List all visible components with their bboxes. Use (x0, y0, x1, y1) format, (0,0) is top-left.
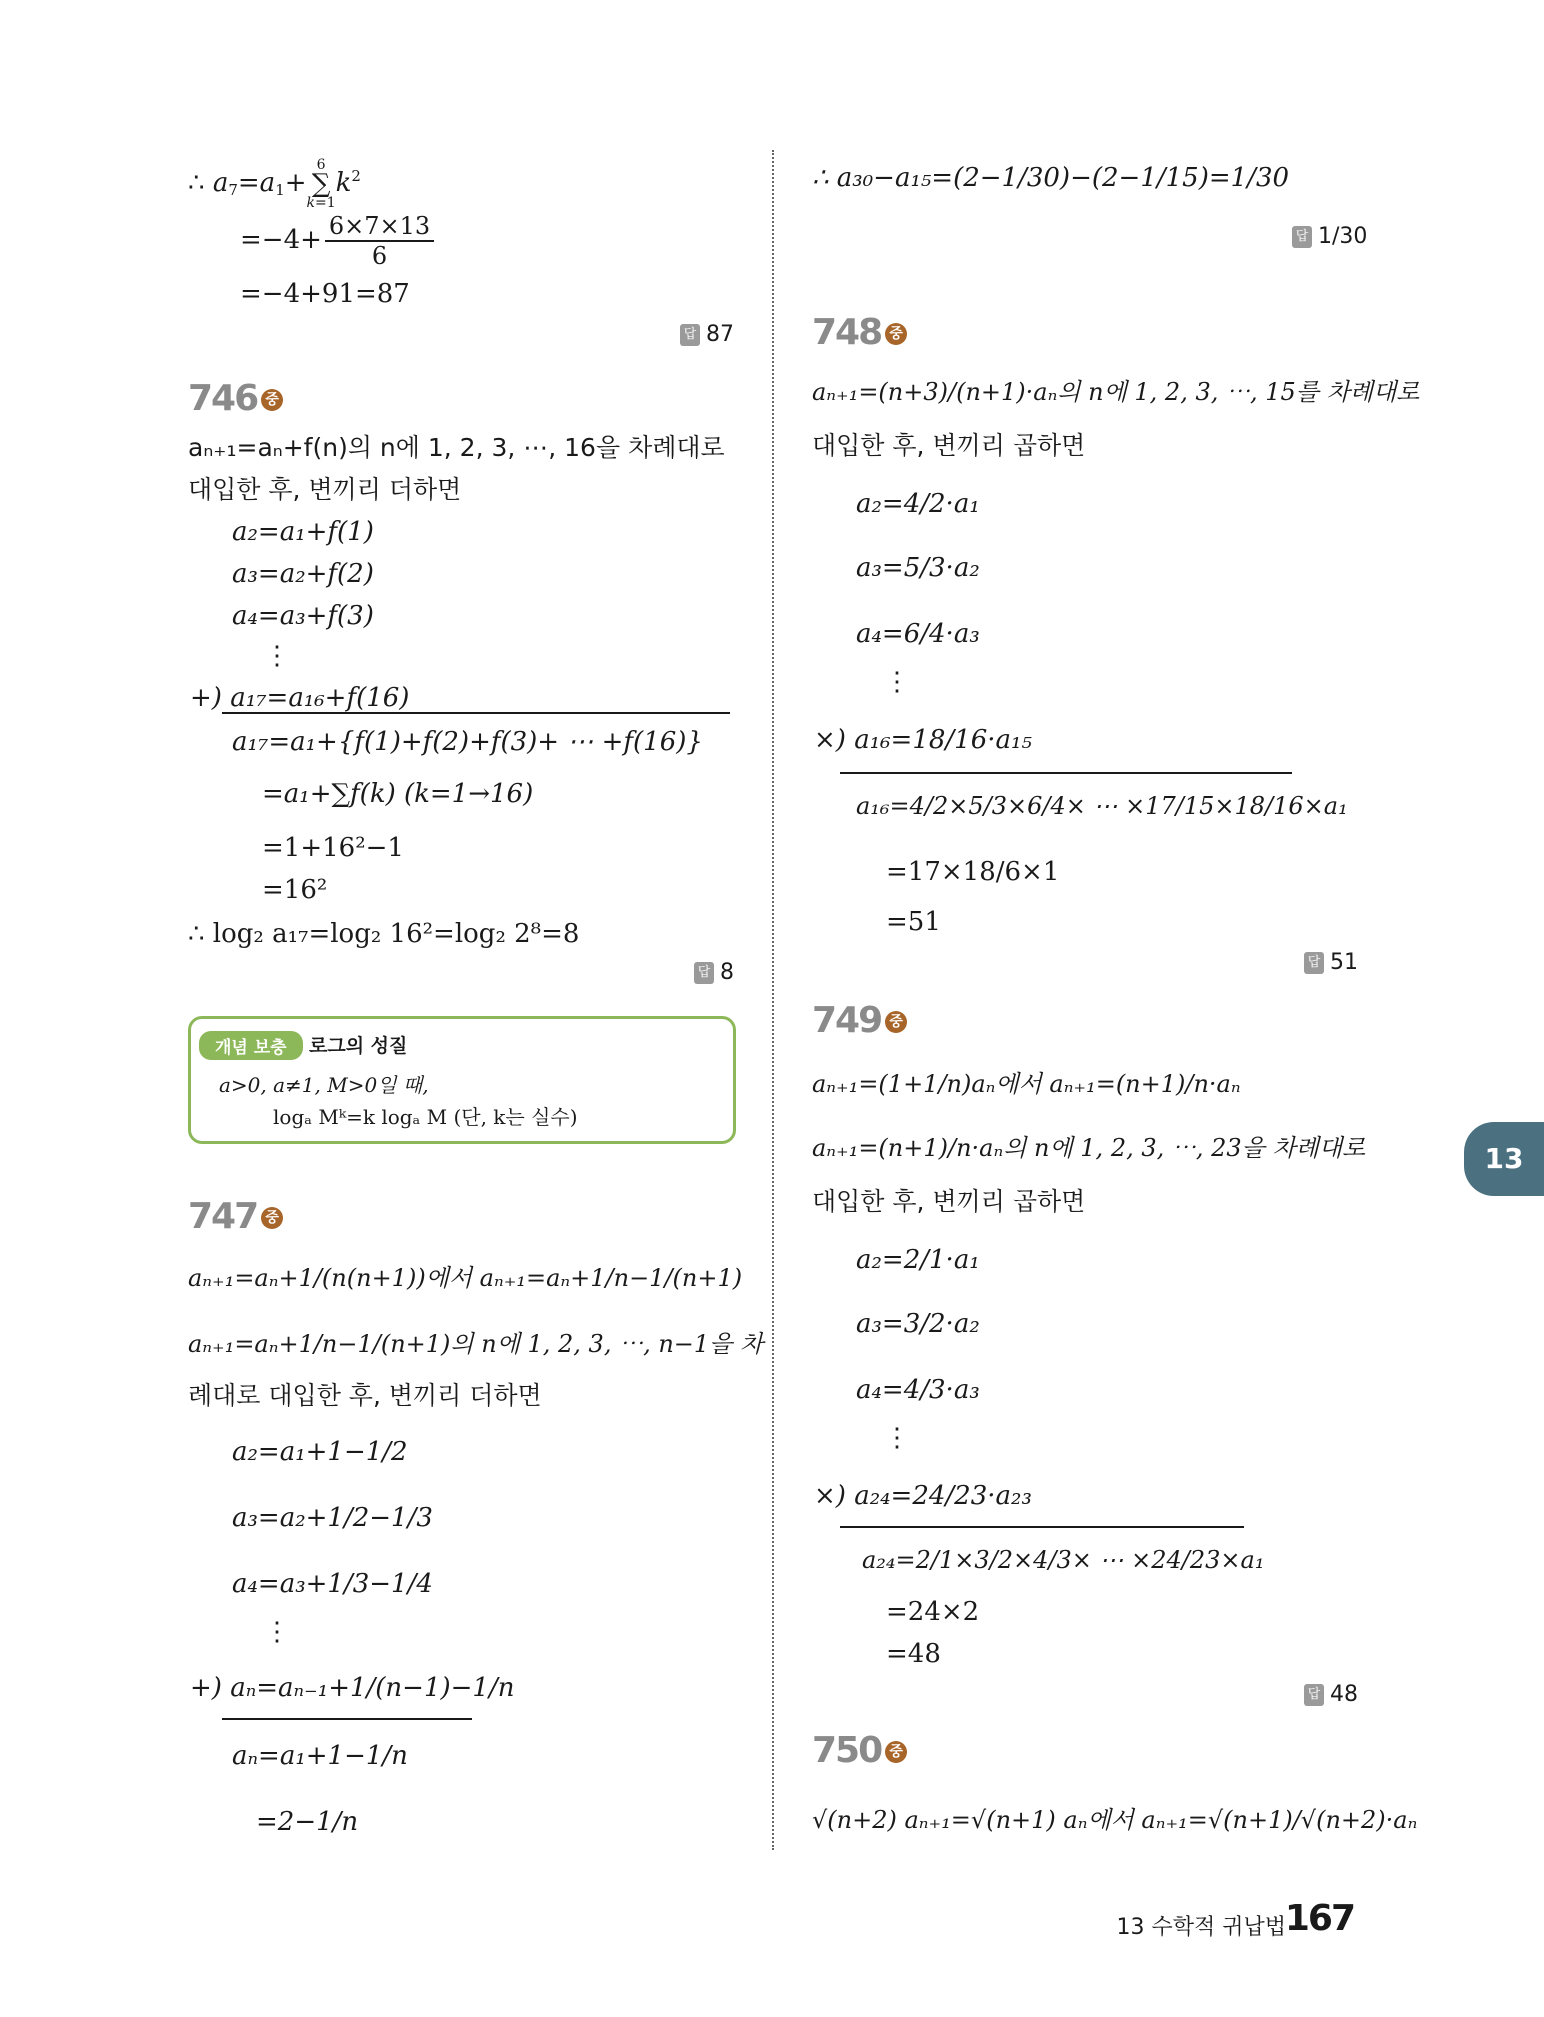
answer-8: 답 8 (694, 960, 734, 985)
p749-prod2: =24×2 (886, 1597, 980, 1627)
answer-icon: 답 (694, 962, 714, 984)
sum-line (222, 712, 730, 714)
problem-748-number: 748 중 (812, 312, 907, 353)
p747-intro-3: 례대로 대입한 후, 변끼리 더하면 (188, 1381, 542, 1410)
p747-eq3: a₄=a₃+1/3−1/4 (232, 1569, 433, 1599)
p747-intro-2: aₙ₊₁=aₙ+1/n−1/(n+1)의 n에 1, 2, 3, ⋯, n−1을 차 (188, 1330, 764, 1358)
p748-eq3: a₄=6/4·a₃ (856, 619, 980, 649)
eq-a7-line1: ∴ $a_7=a_1+$ 6 ∑ k=1 $k^2$ (188, 157, 361, 211)
answer-icon: 답 (680, 324, 700, 346)
problem-746-number: 746 중 (188, 378, 283, 419)
p749-prod1: a₂₄=2/1×3/2×4/3× ⋯ ×24/23×a₁ (862, 1546, 1265, 1574)
p747-dots: ⋮ (264, 1617, 290, 1647)
problem-750-number: 750 중 (812, 1730, 907, 1771)
difficulty-badge: 중 (885, 1011, 907, 1033)
p748-eq2: a₃=5/3·a₂ (856, 553, 980, 583)
difficulty-badge: 중 (885, 1741, 907, 1763)
p749-intro-1: aₙ₊₁=(1+1/n)aₙ에서 aₙ₊₁=(n+1)/n·aₙ (812, 1070, 1241, 1098)
sum-line (222, 1718, 472, 1720)
p746-eq1: a₂=a₁+f(1) (232, 517, 374, 547)
p748-intro-2: 대입한 후, 변끼리 곱하면 (812, 431, 1086, 460)
product-line (840, 1526, 1244, 1528)
p749-intro-3: 대입한 후, 변끼리 곱하면 (812, 1187, 1086, 1216)
concept-box (188, 1016, 736, 1144)
p749-eq4: ×) a₂₄=24/23·a₂₃ (814, 1481, 1032, 1511)
footer-chapter: 13 수학적 귀납법 (1116, 1915, 1286, 1940)
p749-eq1: a₂=2/1·a₁ (856, 1245, 980, 1275)
product-line (840, 772, 1292, 774)
answer-48: 답 48 (1304, 1682, 1358, 1707)
p747-eq4: +) aₙ=aₙ₋₁+1/(n−1)−1/n (190, 1673, 515, 1703)
p747-sum1: aₙ=a₁+1−1/n (232, 1741, 408, 1771)
answer-icon: 답 (1304, 1684, 1324, 1706)
p746-sum4: =16² (262, 875, 328, 905)
problem-749-number: 749 중 (812, 1000, 907, 1041)
p749-eq2: a₃=3/2·a₂ (856, 1309, 980, 1339)
page-number: 167 (1284, 1898, 1354, 1939)
p748-prod3: =51 (886, 907, 941, 937)
p746-sum2: =a₁+∑f(k) (k=1→16) (262, 779, 534, 809)
p746-sum1: a₁₇=a₁+{f(1)+f(2)+f(3)+ ⋯ +f(16)} (232, 727, 703, 757)
p748-prod1: a₁₆=4/2×5/3×6/4× ⋯ ×17/15×18/16×a₁ (856, 792, 1348, 820)
p748-intro-1: aₙ₊₁=(n+3)/(n+1)·aₙ의 n에 1, 2, 3, ⋯, 15를 차례대로 (812, 378, 1420, 406)
difficulty-badge: 중 (261, 1207, 283, 1229)
p750-intro-1: √(n+2) aₙ₊₁=√(n+1) aₙ에서 aₙ₊₁=√(n+1)/√(n+2)·aₙ (812, 1806, 1418, 1834)
p748-eq4: ×) a₁₆=18/16·a₁₅ (814, 725, 1032, 755)
p749-dots: ⋮ (884, 1423, 910, 1453)
answer-1-30: 답 1/30 (1292, 224, 1367, 249)
eq-a30-a15: ∴ a₃₀−a₁₅=(2−1/30)−(2−1/15)=1/30 (812, 163, 1290, 193)
difficulty-badge: 중 (885, 323, 907, 345)
p746-sum5: ∴ log₂ a₁₇=log₂ 16²=log₂ 2⁸=8 (188, 919, 580, 949)
p747-eq2: a₃=a₂+1/2−1/3 (232, 1503, 433, 1533)
p746-dots: ⋮ (264, 641, 290, 671)
p748-eq1: a₂=4/2·a₁ (856, 489, 980, 519)
answer-icon: 답 (1292, 226, 1312, 248)
answer-51: 답 51 (1304, 950, 1358, 975)
eq-a7-line3: =−4+91=87 (240, 279, 410, 309)
difficulty-badge: 중 (261, 389, 283, 411)
p747-eq1: a₂=a₁+1−1/2 (232, 1437, 408, 1467)
concept-line-1: a>0, a≠1, M>0일 때, (219, 1073, 429, 1097)
concept-line-2: logₐ Mᵏ=k logₐ M (단, k는 실수) (273, 1105, 578, 1129)
p747-sum2: =2−1/n (256, 1807, 359, 1837)
concept-title: 로그의 성질 (309, 1035, 408, 1057)
p749-prod3: =48 (886, 1639, 941, 1669)
p746-intro-2: 대입한 후, 변끼리 더하면 (188, 475, 462, 504)
answer-icon: 답 (1304, 952, 1324, 974)
p746-sum3: =1+16²−1 (262, 833, 404, 863)
p746-eq2: a₃=a₂+f(2) (232, 559, 374, 589)
p749-eq3: a₄=4/3·a₃ (856, 1375, 980, 1405)
p747-intro-1: aₙ₊₁=aₙ+1/(n(n+1))에서 aₙ₊₁=aₙ+1/n−1/(n+1) (188, 1264, 743, 1292)
concept-tag: 개념 보충 (199, 1031, 303, 1060)
p748-prod2: =17×18/6×1 (886, 857, 1060, 887)
column-divider (772, 150, 774, 1850)
problem-747-number: 747 중 (188, 1196, 283, 1237)
chapter-tab[interactable]: 13 (1464, 1122, 1544, 1196)
answer-87: 답 87 (680, 322, 734, 347)
p748-dots: ⋮ (884, 667, 910, 697)
p746-intro-1: aₙ₊₁=aₙ+f(n)의 n에 1, 2, 3, ⋯, 16을 차례대로 (188, 433, 725, 462)
p746-eq4: +) a₁₇=a₁₆+f(16) (190, 683, 410, 713)
p746-eq3: a₄=a₃+f(3) (232, 601, 374, 631)
p749-intro-2: aₙ₊₁=(n+1)/n·aₙ의 n에 1, 2, 3, ⋯, 23을 차례대로 (812, 1134, 1366, 1162)
eq-a7-line2: =−4+ $\frac{6\times 7\times 13}{6}$ (240, 212, 437, 270)
